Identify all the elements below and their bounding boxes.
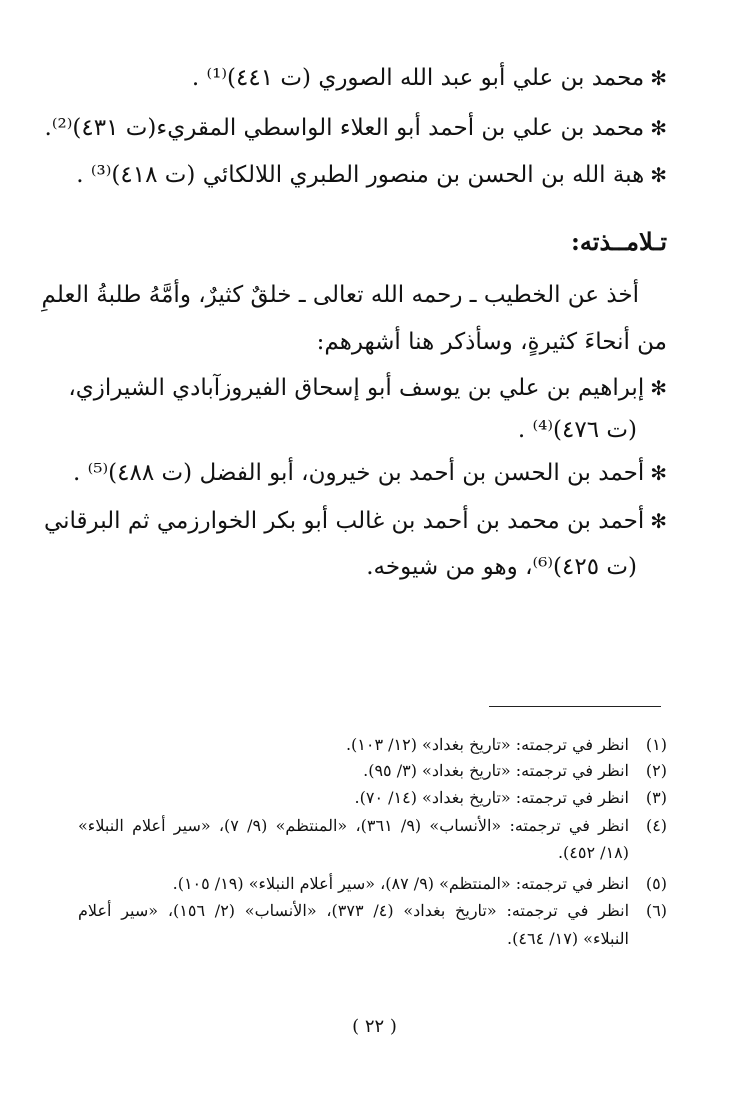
footnote-text: انظر في ترجمته: «تاريخ بغداد» (١٢/ ١٠٣). — [345, 735, 629, 754]
footnote-4-continuation: (١٨/ ٤٥٢). — [557, 843, 629, 862]
entry-al-barqani-line-1: ✻أحمد بن محمد بن أحمد بن غالب أبو بكر الخوارزمي ثم البرقاني — [43, 508, 667, 534]
footnote-text: انظر في ترجمته: «الأنساب» (٩/ ٣٦١)، «المنتظم» (٩/ ٧)، «سير أعلام النبلاء» — [78, 816, 630, 835]
footnote-text: انظر في ترجمته: «تاريخ بغداد» (١٤/ ٧٠). — [354, 788, 629, 807]
footnote-number: (٣) — [645, 788, 667, 807]
footnote-2 — [78, 760, 667, 782]
asterisk-bullet-icon: ✻ — [650, 66, 667, 90]
footnote-number: (٢) — [645, 761, 667, 780]
entry-al-lalakai: ✻هبة الله بن الحسن بن منصور الطبري اللالكائي (ت ٤١٨)⁽³⁾ . — [76, 162, 667, 188]
footnote-3 — [78, 787, 667, 809]
asterisk-bullet-icon: ✻ — [650, 376, 667, 400]
entry-al-wasiti: ✻محمد بن علي بن أحمد أبو العلاء الواسطي المقريء(ت ٤٣١)⁽²⁾. — [44, 115, 667, 141]
footnote-5 — [78, 873, 667, 895]
entry-al-shirazi-line-2: (ت ٤٧٦)⁽⁴⁾ . — [517, 417, 637, 443]
intro-paragraph-line-2: من أنحاءَ كثيرةٍ، وسأذكر هنا أشهرهم: — [316, 329, 667, 355]
entry-al-barqani-line-2: (ت ٤٢٥)⁽⁶⁾، وهو من شيوخه. — [366, 554, 637, 580]
footnote-4 — [78, 815, 667, 837]
footnote-number: (٦) — [645, 901, 668, 920]
footnote-text: انظر في ترجمته: «المنتظم» (٩/ ٨٧)، «سير أعلام النبلاء» (١٩/ ١٠٥). — [172, 874, 629, 893]
footnote-separator — [489, 706, 661, 707]
section-heading-students: تـلامــذته: — [571, 227, 667, 256]
footnote-6-continuation: النبلاء» (١٧/ ٤٦٤). — [507, 929, 629, 948]
asterisk-bullet-icon: ✻ — [650, 163, 667, 187]
asterisk-bullet-icon: ✻ — [650, 116, 667, 140]
footnote-6 — [78, 900, 667, 922]
footnote-number: (٤) — [645, 816, 668, 835]
entry-ibn-khayrun: ✻أحمد بن الحسن بن أحمد بن خيرون، أبو الفضل (ت ٤٨٨)⁽⁵⁾ . — [73, 460, 667, 486]
footnote-number: (٥) — [645, 874, 667, 893]
footnote-text: انظر في ترجمته: «تاريخ بغداد» (٣/ ٩٥). — [363, 761, 629, 780]
entry-al-shirazi-line-1: ✻إبراهيم بن علي بن يوسف أبو إسحاق الفيروزآبادي الشيرازي، — [68, 375, 667, 401]
entry-al-suri: ✻محمد بن علي أبو عبد الله الصوري (ت ٤٤١)⁽¹⁾ . — [191, 65, 667, 91]
footnote-number: (١) — [645, 735, 667, 754]
footnote-text: انظر في ترجمته: «تاريخ بغداد» (٤/ ٣٧٣)، «الأنساب» (٢/ ١٥٦)، «سير أعلام — [78, 901, 630, 920]
page-number: ( ٢٢ ) — [352, 1016, 397, 1037]
intro-paragraph-line-1: أخذ عن الخطيب ـ رحمه الله تعالى ـ خلقٌ كثيرٌ، وأمَّهُ طلبةُ العلمِ — [41, 282, 639, 308]
asterisk-bullet-icon: ✻ — [650, 509, 667, 533]
asterisk-bullet-icon: ✻ — [650, 461, 667, 485]
footnote-1 — [78, 734, 667, 756]
